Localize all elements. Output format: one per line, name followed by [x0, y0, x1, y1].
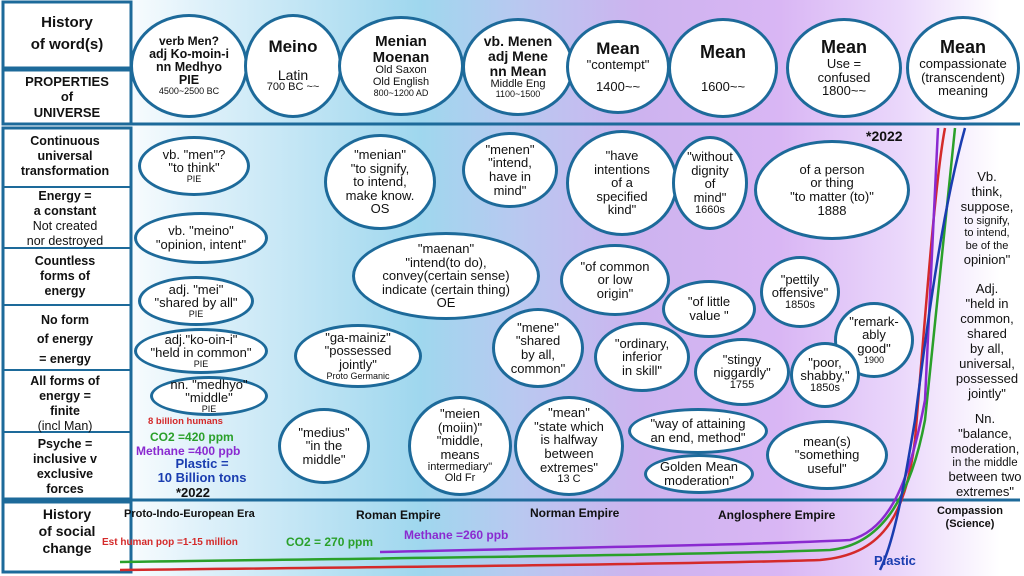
bubble-text: "of common	[580, 258, 650, 274]
social-co2: CO2 = 270 ppm	[286, 535, 374, 549]
bubble-text: adj Mene	[488, 48, 548, 65]
bubble-text: 1400~~	[595, 78, 641, 94]
bubble-text: "remark-	[849, 313, 899, 329]
bubble-golden-mean	[644, 454, 754, 494]
bubble-text: 1600~~	[700, 78, 746, 94]
bubble-mean-compassionate	[906, 16, 1020, 120]
bubble-something-useful	[766, 420, 888, 490]
bubble-have-intentions	[566, 130, 678, 236]
bubble-text: mean(s)	[803, 433, 851, 449]
bubble-text: "medius"	[298, 424, 350, 440]
bubble-text: 800~1200 AD	[373, 87, 429, 98]
bubble-text: dignity	[691, 162, 729, 178]
property-text: No form	[41, 313, 89, 327]
summary-text: possessed	[955, 370, 1019, 386]
summary-text: opinion"	[963, 251, 1011, 267]
bubble-text: adj. "mei"	[168, 281, 224, 297]
bubble-to-matter	[754, 140, 910, 240]
bubble-mei-shared	[138, 276, 254, 326]
bubble-text: "intend,	[488, 155, 532, 171]
header-props	[6, 74, 128, 120]
bubble-text: nn Mean	[489, 62, 547, 79]
bubble-text: 1850s	[810, 381, 840, 394]
property-text: forces	[46, 482, 84, 496]
stat-co2: CO2 =420 ppm	[150, 430, 234, 444]
bubble-without-dignity	[672, 136, 748, 230]
bubble-text: PIE	[188, 308, 204, 319]
bubble-text: jointly"	[339, 357, 377, 373]
props-line: PROPERTIES	[25, 74, 109, 89]
bubble-text: adj."ko-oin-i"	[164, 331, 238, 347]
summary-text: jointly"	[968, 385, 1006, 401]
bubble-mean-1800	[786, 18, 902, 118]
bubble-text: vb. "meino"	[168, 223, 234, 239]
stat-humans: 8 billion humans	[148, 416, 223, 427]
bubble-text: "meien	[439, 406, 481, 422]
bubble-text: PIE	[193, 358, 209, 369]
bubble-mene-shared	[492, 308, 584, 388]
social-pop: Est human pop =1-15 million	[102, 537, 238, 548]
summary-text: Adj.	[975, 281, 999, 296]
bubble-text: (transcendent)	[921, 69, 1005, 85]
summary-text: universal,	[959, 355, 1015, 371]
bubble-text: compassionate	[919, 55, 1007, 71]
stat-plastic-line: Plastic =	[175, 456, 229, 471]
bubble-text: 4500~2500 BC	[158, 86, 220, 97]
title-line: of word(s)	[30, 35, 104, 53]
bubble-text: make know.	[345, 187, 415, 203]
bubble-text: mind"	[693, 189, 727, 205]
property-text: transformation	[20, 164, 110, 178]
bubble-text: offensive"	[771, 285, 829, 301]
property-cell	[4, 311, 126, 369]
bubble-text: value "	[689, 308, 729, 323]
bubble-text: to intend,	[353, 174, 407, 190]
bubble-text: specified	[596, 188, 648, 204]
property-text: energy	[44, 284, 86, 298]
bubble-text: adj Ko-moin-i	[149, 46, 229, 61]
bubble-text: "ga-mainiz"	[325, 329, 391, 345]
bubble-text: "menen"	[485, 141, 535, 157]
property-text: exclusive	[36, 467, 94, 481]
social-line: History	[42, 506, 92, 522]
property-cell	[4, 189, 126, 249]
bubble-text: 1850s	[785, 298, 815, 311]
era-compassion	[920, 505, 1020, 530]
bubble-mean-halfway	[514, 396, 624, 496]
summary-text: extremes"	[955, 483, 1015, 499]
bubble-text: Middle Eng	[490, 77, 546, 90]
bubble-text: Mean	[699, 41, 746, 62]
bubble-text: intentions	[594, 161, 650, 177]
social-title	[6, 506, 128, 556]
bubble-text: OE	[436, 295, 456, 311]
bubble-text: 1888	[817, 202, 847, 218]
summary-text: to intend,	[964, 227, 1010, 240]
social-methane: Methane =260 ppb	[404, 528, 509, 542]
property-text: Not created	[32, 219, 98, 233]
bubble-text: PIE	[201, 403, 217, 414]
bubble-text: "middle"	[185, 390, 233, 406]
bubble-text: "contempt"	[586, 57, 650, 73]
bubble-text: niggardly"	[713, 365, 771, 381]
bubble-text: Mean	[596, 39, 640, 59]
bubble-text: middle"	[302, 451, 346, 467]
bubble-text: "held in common"	[150, 345, 252, 361]
summary-text: Nn.	[974, 411, 996, 426]
property-text: All forms of	[30, 374, 100, 388]
title-line: History	[41, 14, 93, 31]
bubble-text: Use =	[826, 55, 862, 71]
summary-text: to signify,	[964, 214, 1010, 227]
bubble-text: 1660s	[695, 203, 725, 216]
bubble-text: or low	[597, 272, 633, 288]
era-label: Norman Empire	[530, 506, 620, 520]
bubble-menen	[462, 18, 574, 116]
bubble-text: Old Fr	[444, 472, 476, 485]
bubble-text: convey(certain sense)	[382, 268, 510, 284]
bubble-meino-opinion	[134, 212, 268, 264]
summary-text: moderation,	[950, 440, 1020, 456]
bubble-mean-1600	[668, 18, 778, 118]
property-text: a constant	[33, 204, 97, 218]
bubble-text: kind"	[607, 202, 637, 218]
bubble-way-attaining	[628, 408, 768, 454]
property-text: (incl Man)	[37, 419, 93, 433]
props-line: UNIVERSE	[33, 104, 101, 120]
bubble-text: "stingy	[722, 351, 762, 367]
bubble-text: mind"	[493, 182, 527, 198]
bubble-text: OS	[370, 201, 390, 217]
property-text: of energy	[36, 332, 94, 347]
bubble-text: of	[704, 176, 716, 192]
summary-text: shared	[967, 325, 1007, 341]
summary-verb	[950, 170, 1024, 268]
bubble-text: 13 C	[557, 473, 581, 486]
bubble-text: "ordinary,	[614, 335, 670, 351]
bubble-text: Golden Mean	[659, 459, 739, 475]
bubble-menen-intend	[462, 132, 558, 208]
bubble-text: Latin	[277, 66, 309, 83]
bubble-text: "mene"	[517, 319, 559, 335]
bubble-men-think	[138, 136, 250, 196]
era-label: Anglosphere Empire	[718, 508, 836, 522]
bubble-ordinary-inferior	[594, 322, 690, 392]
bubble-mean-1400	[566, 20, 670, 114]
bubble-ko-oin-i	[134, 328, 268, 374]
stat-plastic	[140, 457, 264, 486]
bubble-text: is halfway	[540, 432, 598, 448]
bubble-text: useful"	[807, 460, 847, 476]
bubble-text: "poor,	[808, 354, 842, 370]
summary-text: be of the	[965, 240, 1009, 253]
property-cell	[4, 437, 126, 497]
property-text: finite	[50, 404, 80, 418]
property-text: = energy	[39, 351, 91, 366]
property-text: energy =	[39, 389, 91, 403]
bubble-text: "maenan"	[417, 240, 475, 256]
bubble-text: by all,	[521, 347, 555, 362]
bubble-text: Menian	[375, 32, 427, 50]
bubble-text: "mean"	[548, 405, 590, 421]
property-text: forms of	[40, 269, 90, 283]
summary-text: common,	[960, 310, 1014, 326]
year-label-top: *2022	[866, 128, 903, 144]
summary-text: by all,	[970, 340, 1004, 356]
bubble-meien	[408, 396, 512, 496]
bubble-text: "without	[687, 148, 733, 164]
property-text: Energy =	[38, 189, 92, 203]
bubble-text: Proto Germanic	[326, 370, 390, 381]
bubble-text: "state which	[534, 418, 604, 434]
bubble-text: Moenan	[372, 48, 430, 66]
bubble-text: nn Medhyo	[156, 60, 222, 75]
property-text: nor destroyed	[26, 234, 104, 248]
bubble-medius	[278, 408, 370, 484]
bubble-text: ably	[862, 327, 886, 343]
props-line: of	[60, 89, 74, 105]
social-plastic: Plastic	[874, 553, 916, 568]
bubble-text: of a	[611, 175, 633, 191]
social-line: of social	[38, 522, 96, 539]
bubble-text: "pettily	[780, 271, 820, 287]
bubble-text: moderation"	[664, 473, 734, 488]
bubble-text: an end, method"	[650, 430, 746, 445]
bubble-text: PIE	[178, 73, 200, 88]
era-label: Roman Empire	[356, 508, 441, 522]
bubble-text: (moiin)"	[437, 419, 483, 435]
summary-text: Vb.	[977, 169, 997, 184]
bubble-text: common"	[510, 360, 566, 376]
summary-text: "balance,	[958, 425, 1012, 441]
bubble-text: extremes"	[539, 459, 599, 475]
bubble-common-origin	[560, 244, 670, 316]
bubble-text: verb Men?	[158, 34, 219, 49]
summary-noun	[946, 412, 1024, 500]
property-text: inclusive v	[33, 452, 97, 466]
bubble-text: "to matter (to)"	[790, 189, 874, 204]
bubble-text: meaning	[938, 83, 988, 99]
social-line: change	[42, 539, 92, 556]
bubble-text: "of little	[687, 294, 731, 310]
summary-text: between two	[948, 469, 1022, 485]
property-text: Psyche =	[37, 437, 93, 451]
bubble-text: "shared	[515, 333, 561, 349]
stat-plastic-line: 10 Billion tons	[157, 470, 247, 486]
bubble-text: 1900	[863, 354, 885, 365]
bubble-text: "menian"	[354, 146, 406, 162]
bubble-meino	[244, 14, 342, 118]
bubble-stingy	[694, 338, 790, 406]
bubble-text: PIE	[186, 173, 202, 184]
bubble-text: "possessed	[324, 343, 392, 359]
bubble-text: 1800~~	[821, 83, 867, 99]
bubble-medhyo	[150, 376, 268, 416]
bubble-text: indicate (certain thing)	[382, 281, 510, 297]
bubble-text: nn. "medhyo"	[170, 376, 248, 392]
bubble-text: shabby,"	[800, 368, 850, 384]
bubble-poor-shabby	[790, 342, 860, 408]
bubble-text: have in	[489, 169, 531, 184]
bubble-text: of a person	[799, 161, 865, 177]
summary-text: in the middle	[952, 456, 1018, 469]
summary-text: "held in	[965, 295, 1009, 311]
property-cell	[4, 254, 126, 299]
bubble-text: "shared by all"	[154, 295, 238, 311]
bubble-little-value	[662, 280, 756, 338]
bubble-text: "opinion, intent"	[155, 237, 247, 252]
bubble-text: in skill"	[621, 362, 662, 378]
summary-adjective	[950, 282, 1024, 402]
era-compassion-line: (Science)	[945, 517, 995, 530]
stat-methane: Methane =400 ppb	[136, 444, 241, 458]
bubble-text: Old Saxon	[375, 64, 427, 77]
bubble-text: or thing	[810, 175, 854, 191]
header-title	[6, 12, 128, 56]
property-cell	[4, 134, 126, 179]
property-text: universal	[37, 149, 93, 163]
bubble-text: "something	[794, 447, 860, 463]
bubble-text: inferior	[622, 349, 662, 365]
bubble-text: between	[544, 446, 594, 462]
bubble-text: means	[440, 447, 480, 463]
bubble-text: 1755	[729, 378, 755, 391]
property-text: Continuous	[30, 134, 100, 148]
summary-text: think,	[971, 183, 1003, 199]
bubble-text: Mean	[820, 37, 867, 58]
bubble-text: Mean	[939, 37, 986, 58]
bubble-pettily-offensive	[760, 256, 840, 328]
bubble-ga-mainiz	[294, 324, 422, 388]
bubble-text: origin"	[596, 285, 634, 301]
bubble-maenan	[352, 232, 540, 320]
bubble-text: "intend(to do),	[405, 254, 487, 270]
bubble-text: 700 BC ~~	[266, 81, 320, 94]
bubble-text: vb. "men"?	[162, 146, 226, 162]
bubble-text: Meino	[268, 36, 318, 56]
bubble-menian	[338, 16, 464, 116]
bubble-text: Old English	[372, 76, 430, 89]
bubble-text: good"	[857, 341, 891, 357]
bubble-menian-signify	[324, 134, 436, 230]
bubble-text: "to think"	[168, 160, 220, 176]
property-cell	[4, 374, 126, 434]
era-label: Proto-Indo-European Era	[124, 508, 255, 520]
era-compassion-line: Compassion	[936, 505, 1003, 517]
bubble-text: intermediary"	[427, 460, 493, 473]
bubble-text: vb. Menen	[483, 33, 553, 50]
bubble-text: "to signify,	[350, 160, 410, 176]
bubble-text: "middle,	[436, 433, 484, 449]
bubble-text: "way of attaining	[650, 416, 746, 432]
bubble-text: 1100~1500	[495, 89, 541, 100]
bubble-text: "in the	[305, 438, 343, 454]
property-text: Countless	[34, 254, 96, 268]
summary-text: suppose,	[960, 198, 1014, 214]
stat-year: *2022	[176, 485, 210, 500]
bubble-text: "have	[605, 147, 639, 163]
bubble-pie-root	[130, 14, 248, 118]
bubble-text: confused	[817, 69, 871, 85]
